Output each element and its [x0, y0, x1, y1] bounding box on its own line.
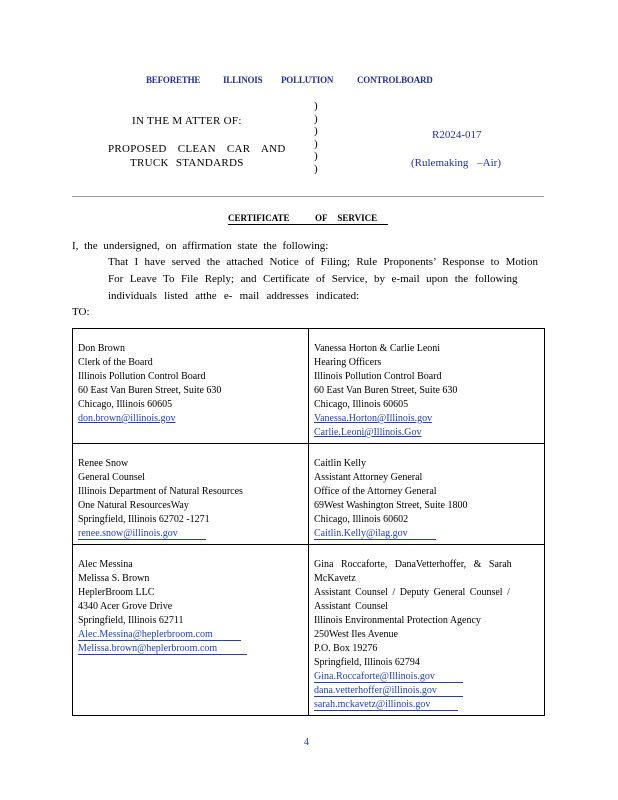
service-entry: [73, 545, 309, 716]
service-entry: [309, 329, 545, 444]
recipient-title: Clerk of the Board: [78, 357, 153, 368]
recipient-title: Hearing Officers: [314, 357, 382, 368]
service-entry: [309, 444, 545, 545]
email-link[interactable]: dana.vetterhoffer@illinois.gov: [314, 685, 463, 697]
recipient-org: Office of the Attorney General: [314, 486, 437, 497]
recipient-city: Chicago, Illinois 60605: [314, 399, 409, 410]
email-link[interactable]: Melissa.brown@heplerbroom.com: [78, 643, 247, 655]
recipient-name: Melissa S. Brown: [78, 573, 150, 584]
recipient-address: 60 East Van Buren Street, Suite 630: [314, 385, 458, 396]
service-paragraph-line3: individuals listed atthe e- mail addresses indicated:: [108, 290, 360, 302]
paren: ): [314, 125, 318, 138]
recipient-name: Vanessa Horton & Carlie Leoni: [314, 343, 441, 354]
email-link[interactable]: Alec.Messina@heplerbroom.com: [78, 629, 241, 641]
recipient-city: Chicago, Illinois 60605: [78, 399, 173, 410]
recipient-city: Springfield, Illinois 62702 -1271: [78, 514, 210, 525]
caption-matter: IN THE M ATTER OF:: [132, 115, 242, 127]
recipient-org: HeplerBroom LLC: [78, 587, 155, 598]
paren: ): [314, 112, 318, 125]
table-row: [73, 545, 545, 716]
service-list-table: [72, 328, 545, 716]
recipient-city: Chicago, Illinois 60602: [314, 514, 409, 525]
email-link[interactable]: Carlie.Leoni@Illinois.Gov: [314, 427, 422, 438]
intro-text: I, the undersigned, on affirmation state the following:: [72, 240, 329, 252]
email-link[interactable]: renee.snow@illinois.gov: [78, 528, 206, 540]
docket-number: R2024-017: [432, 129, 482, 141]
recipient-address: 60 East Van Buren Street, Suite 630: [78, 385, 222, 396]
certificate-underline: [228, 224, 388, 225]
recipient-address: 250West Iles Avenue: [314, 629, 398, 640]
recipient-titles: Assistant Counsel / Deputy General Counsel / Assistant Counsel: [314, 587, 510, 612]
email-link[interactable]: Caitlin.Kelly@ilag.gov: [314, 528, 436, 540]
header-pollution: POLLUTION: [281, 75, 334, 85]
recipient-org: Illinois Environmental Protection Agency: [314, 615, 481, 626]
recipient-address: 4340 Acer Grove Drive: [78, 601, 173, 612]
recipient-name: Caitlin Kelly: [314, 458, 366, 469]
header-before: BEFORETHE: [146, 75, 201, 85]
paren: ): [314, 162, 318, 175]
recipient-org: Illinois Pollution Control Board: [314, 371, 442, 382]
recipient-title: General Counsel: [78, 472, 145, 483]
recipient-title: Assistant Attorney General: [314, 472, 423, 483]
recipient-name: Alec Messina: [78, 559, 133, 570]
recipient-org: Illinois Pollution Control Board: [78, 371, 206, 382]
rulemaking-label: (Rulemaking –Air): [411, 157, 502, 169]
recipient-address: 69West Washington Street, Suite 1800: [314, 500, 468, 511]
caption-proposed-line1: PROPOSED CLEAN CAR AND: [108, 143, 286, 155]
recipient-name: Don Brown: [78, 343, 125, 354]
to-label: TO:: [72, 306, 90, 318]
recipient-po-box: P.O. Box 19276: [314, 643, 378, 654]
paren: ): [314, 100, 318, 112]
service-paragraph-line1: That I have served the attached Notice of Filing; Rule Proponents’ Response to Motion: [108, 256, 538, 268]
certificate-title-1: CERTIFICATE: [228, 213, 290, 223]
recipient-names: Gina Roccaforte, DanaVetterhoffer, & Sarah McKavetz: [314, 559, 512, 584]
email-link[interactable]: sarah.mckavetz@illinois.gov: [314, 699, 458, 711]
header-control-board: CONTROLBOARD: [357, 75, 433, 85]
email-link[interactable]: don.brown@illinois.gov: [78, 413, 176, 424]
service-entry: [73, 444, 309, 545]
header-illinois: ILLINOIS: [223, 75, 263, 85]
recipient-address: One Natural ResourcesWay: [78, 500, 189, 511]
table-row: [73, 444, 545, 545]
service-paragraph-line2: For Leave To File Reply; and Certificate of Service, by e-mail upon the following: [108, 273, 518, 285]
certificate-title-2: OF SERVICE: [315, 213, 378, 223]
recipient-city: Springfield, Illinois 62711: [78, 615, 184, 626]
caption-divider: [72, 196, 544, 197]
table-row: [73, 329, 545, 444]
recipient-name: Renee Snow: [78, 458, 129, 469]
paren: ): [314, 137, 318, 150]
page-number: 4: [304, 737, 309, 748]
paren: ): [314, 150, 318, 163]
recipient-org: Illinois Department of Natural Resources: [78, 486, 243, 497]
caption-proposed-line2: TRUCK STANDARDS: [130, 157, 244, 169]
service-entry: [309, 545, 545, 716]
caption-parentheses: [314, 100, 318, 176]
email-link[interactable]: Vanessa.Horton@Illinois.gov: [314, 413, 433, 424]
email-link[interactable]: Gina.Roccaforte@Illinois.gov: [314, 671, 463, 683]
service-entry: [73, 329, 309, 444]
recipient-city: Springfield, Illinois 62794: [314, 657, 420, 668]
